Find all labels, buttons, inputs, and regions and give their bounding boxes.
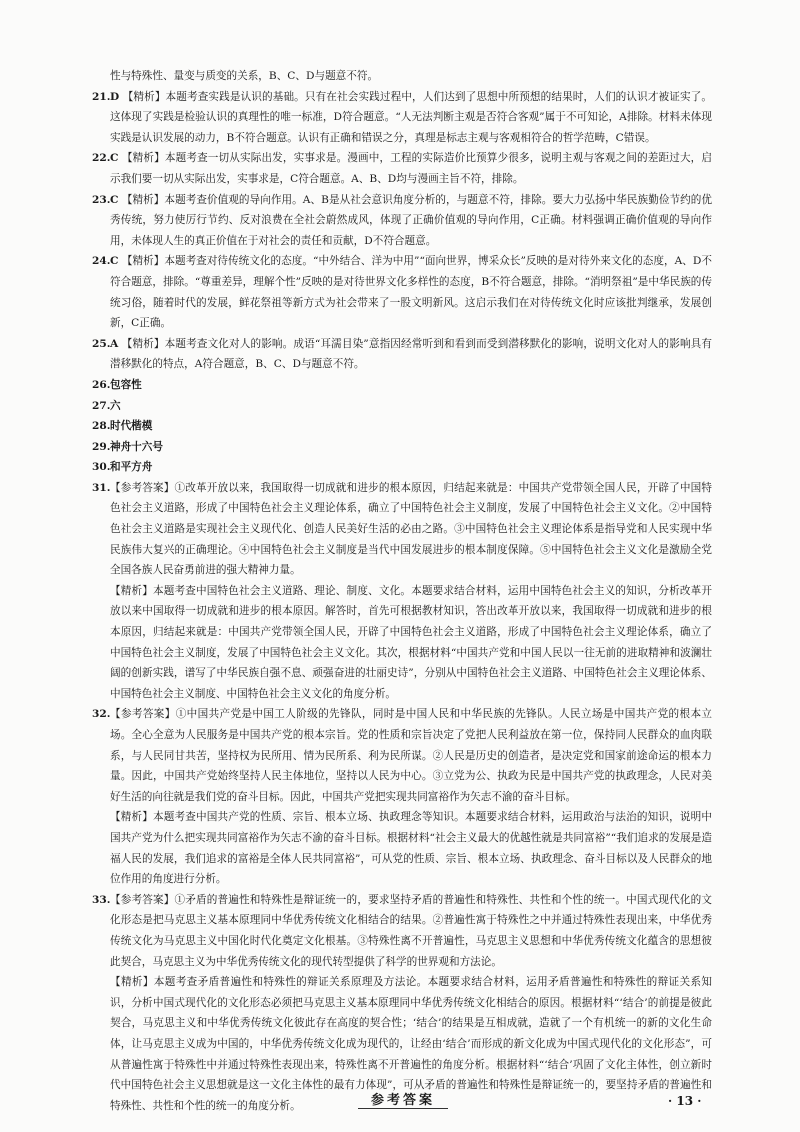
answer-item: [92, 704, 712, 889]
answer-choice: C: [110, 152, 119, 165]
answer-item: [92, 457, 712, 478]
answer-choice: A: [110, 337, 119, 350]
answer-content: [92, 66, 712, 1116]
question-number: 23.: [92, 193, 111, 206]
question-number: 31.: [92, 481, 111, 494]
answer-choice: C: [110, 255, 119, 268]
answer-explanation: 【参考答案】①中国共产党是中国工人阶级的先锋队，同时是中国人民和中华民族的先锋队。人民立场是中国共产党的根本立场。全心全意为人民服务是中国共产党的根本宗旨。党的性质和宗旨决定了党把人民利益放在第一位，保持同人民群众的血肉联系，与人民同甘共苦，坚持权为民所用、情为民所系、利为民所谋。②人民是历史的创造者，是决定党和国家前途命运的根本力量。因此，中国共产党始终坚持人民主体地位，坚持以人民为中心。③立党为公、执政为民是中国共产党的执政理念，人民对美好生活的向往就是我们党的奋斗目标。因此，中国共产党把实现共同富裕作为矢志不渝的奋斗目标。: [110, 708, 712, 803]
answer-choice: 神舟十六号: [110, 440, 163, 453]
answer-item: [92, 190, 712, 252]
page-number: · 13 ·: [668, 1094, 702, 1108]
answer-list: [92, 87, 712, 1117]
answer-choice: 和平方舟: [110, 461, 153, 474]
answer-explanation: 【精析】本题考查文化对人的影响。成语“耳濡目染”意指因经常听到和看到而受到潜移默化的影响，说明文化对人的影响具有潜移默化的特点，A符合题意，B、C、D与题意不符。: [110, 337, 713, 371]
answer-analysis: 【精析】本题考查矛盾普遍性和特殊性的辩证关系原理及方法论。本题要求结合材料，运用矛盾普遍性和特殊性的辩证关系知识，分析中国式现代化的文化形态必须把马克思主义基本原理同中华优秀传统文化相结合的原因。根据材料“‘结合’的前提是彼此契合，马克思主义和中华优秀传统文化彼此存在高度的契合性；‘结合’的结果是互相成就，造就了一个有机统一的新的文化生命体，让马克思主义成为中国的，中华优秀传统文化成为现代的，让经由‘结合’而形成的新文化成为中国式现代化的文化形态”，可从普遍性寓于特殊性中并通过特殊性表现出来，特殊性离不开普遍性的角度分析。根据材料“‘结合’巩固了文化主体性，创立新时代中国特色社会主义思想就是这一文化主体性的最有力体现”，可从矛盾的普遍性和特殊性是辩证统一的，要坚持矛盾的普遍性和特殊性、共性和个性的统一的角度分析。: [110, 976, 712, 1112]
intro-continuation: 性与特殊性、量变与质变的关系，B、C、D与题意不符。: [110, 70, 379, 82]
question-number: 33.: [92, 893, 111, 906]
footer-underline: [358, 1108, 448, 1109]
footer-title: 参考答案: [370, 1093, 435, 1108]
answer-item: [92, 437, 712, 458]
answer-explanation: 【精析】本题考查价值观的导向作用。A、B是从社会意识角度分析的，与题意不符，排除。要大力弘扬中华民族勤俭节约的优秀传统，努力使厉行节约、反对浪费在全社会蔚然成风，体现了正确价值观的导向作用，C正确。材料强调正确价值观的导向作用，未体现人生的真正价值在于对社会的责任和贡献，D不符合题意。: [110, 193, 712, 247]
answer-item: [92, 890, 712, 1117]
answer-choice: 包容性: [110, 378, 142, 391]
question-number: 22.: [92, 152, 111, 165]
answer-choice: 时代楷模: [110, 420, 153, 433]
answer-explanation: 【参考答案】①改革开放以来，我国取得一切成就和进步的根本原因，归结起来就是：中国共产党带领全国人民，开辟了中国特色社会主义道路，形成了中国特色社会主义理论体系，确立了中国特色社会主义制度，发展了中国特色社会主义文化。②中国特色社会主义道路是实现社会主义现代化、创造人民美好生活的必由之路。③中国特色社会主义理论体系是指导党和人民实现中华民族伟大复兴的正确理论。④中国特色社会主义制度是当代中国发展进步的根本制度保障。⑤中国特色社会主义文化是激励全党全国各族人民奋勇前进的强大精神力量。: [110, 481, 712, 577]
question-number: 21.: [92, 90, 111, 103]
answer-explanation: 【参考答案】①矛盾的普遍性和特殊性是辩证统一的，要求坚持矛盾的普遍性和特殊性、共性和个性的统一。中国式现代化的文化形态是把马克思主义基本原理同中华优秀传统文化相结合的结果。②普遍性寓于特殊性之中并通过特殊性表现出来，中华优秀传统文化为马克思主义中国化时代化奠定文化根基。③特殊性离不开普遍性，马克思主义思想和中华优秀传统文化蕴含的思想彼此契合，马克思主义为中华优秀传统文化的现代转型提供了科学的世界观和方法论。: [110, 893, 712, 968]
question-number: 25.: [92, 337, 111, 350]
answer-analysis: 【精析】本题考查中国共产党的性质、宗旨、根本立场、执政理念等知识。本题要求结合材料，运用政治与法治的知识，说明中国共产党为什么把实现共同富裕作为矢志不渝的奋斗目标。根据材料“社会主义最大的优越性就是共同富裕”“我们追求的发展是造福人民的发展，我们追求的富裕是全体人民共同富裕”，可从党的性质、宗旨、根本立场、执政理念、奋斗目标以及人民群众的地位作用的角度进行分析。: [110, 811, 712, 886]
answer-choice: 六: [110, 399, 121, 412]
answer-explanation: 【精析】本题考查一切从实际出发，实事求是。漫画中，工程的实际造价比预算少很多，说明主观与客观之间的差距过大，启示我们要一切从实际出发，实事求是，C符合题意。A、B、D均与漫画主旨不符，排除。: [110, 152, 712, 185]
question-number: 26.: [92, 378, 111, 391]
answer-item: [92, 416, 712, 437]
question-number: 30.: [92, 461, 111, 474]
answer-item: [92, 148, 712, 189]
question-number: 27.: [92, 399, 111, 412]
answer-item: [92, 334, 712, 375]
answer-item: [92, 396, 712, 417]
question-number: 24.: [92, 255, 111, 268]
answer-item: [92, 251, 712, 333]
question-number: 32.: [92, 708, 111, 721]
answer-item: [92, 478, 712, 705]
answer-explanation: 【精析】本题考查对待传统文化的态度。“中外结合、洋为中用”“面向世界，博采众长”反映的是对待外来文化的态度，A、D不符合题意，排除。“尊重差异，理解个性”反映的是对待世界文化多样性的态度，B不符合题意，排除。“消明祭祖”是中华民族的传统习俗，随着时代的发展，鲜花祭祖等新方式为社会带来了一股文明新风。这启示我们在对待传统文化时应该批判继承，发展创新，C正确。: [110, 255, 712, 330]
answer-choice: C: [110, 193, 119, 206]
answer-analysis: 【精析】本题考查中国特色社会主义道路、理论、制度、文化。本题要求结合材料，运用中国特色社会主义的知识，分析改革开放以来中国取得一切成就和进步的根本原因。解答时，首先可根据教材知识，答出改革开放以来，我国取得一切成就和进步的根本原因，归结起来就是：中国共产党带领全国人民，开辟了中国特色社会主义道路，形成了中国特色社会主义理论体系，确立了中国特色社会主义制度，发展了中国特色社会主义文化。其次，根据材料“中国共产党和中国人民以一往无前的进取精神和波澜壮阔的创新实践，谱写了中华民族自强不息、顽强奋进的壮丽史诗”，分别从中国特色社会主义道路、中国特色社会主义理论体系、中国特色社会主义制度、中国特色社会主义文化的角度分析。: [110, 584, 712, 700]
answer-item: [92, 87, 712, 149]
answer-explanation: 【精析】本题考查实践是认识的基础。只有在社会实践过程中，人们达到了思想中所预想的结果时，人们的认识才被证实了。这体现了实践是检验认识的真理性的唯一标准，D符合题意。“人无法判断主观是否符合客观”属于不可知论，A排除。材料未体现实践是认识发展的动力，B不符合题意。认识有正确和错误之分，真理是标志主观与客观相符合的哲学范畴，C错误。: [110, 90, 712, 144]
question-number: 29.: [92, 440, 111, 453]
question-number: 28.: [92, 420, 111, 433]
answer-item: [92, 375, 712, 396]
answer-choice: D: [110, 90, 120, 103]
